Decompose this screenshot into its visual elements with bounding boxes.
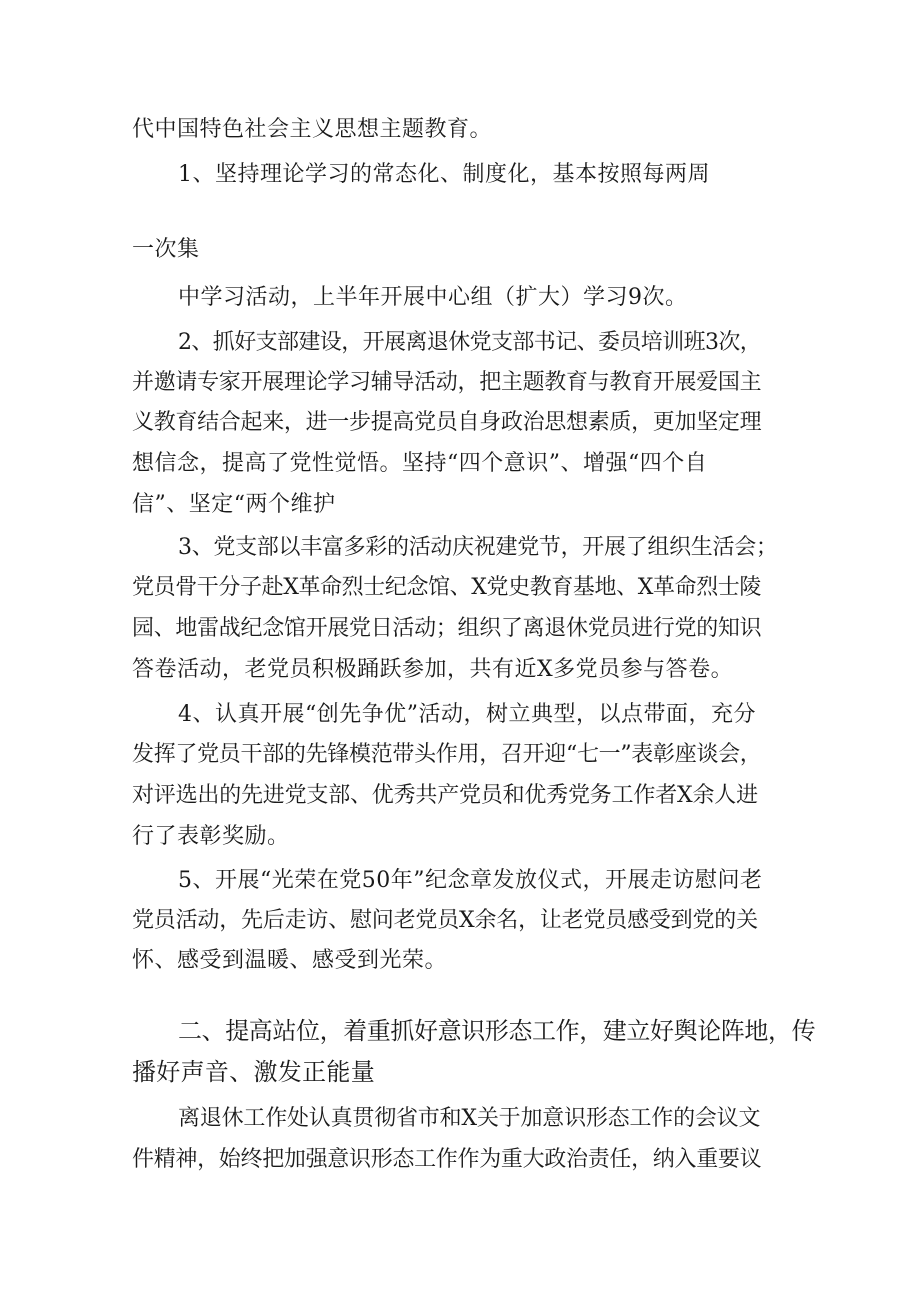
paragraph-line: 2、抓好支部建设，开展离退休党支部书记、委员培训班3次， [178, 330, 762, 355]
paragraph-line: 想信念，提高了党性觉悟。坚持“四个意识”、增强“四个自 [132, 451, 708, 476]
paragraph-line: 答卷活动，老党员积极踊跃参加，共有近X多党员参与答卷。 [132, 657, 734, 682]
paragraph-line: 代中国特色社会主义思想主题教育。 [132, 117, 493, 142]
paragraph-line: 1、坚持理论学习的常态化、制度化，基本按照每两周 [178, 162, 710, 187]
paragraph-line: 中学习活动，上半年开展中心组（扩大）学习9次。 [178, 285, 688, 310]
paragraph-line: 发挥了党员干部的先锋模范带头作用，召开迎“七一”表彰座谈会， [132, 742, 762, 767]
paragraph-line: 信”、坚定“两个维护 [132, 492, 336, 517]
paragraph-line: 4、认真开展“创先争优”活动，树立典型，以点带面，充分 [178, 702, 756, 727]
section-heading: 播好声音、激发正能量 [132, 1058, 375, 1086]
paragraph-line: 行了表彰奖励。 [132, 824, 290, 849]
paragraph-line: 5、开展“光荣在党50年”纪念章发放仪式，开展走访慰问老 [178, 868, 763, 893]
paragraph-line: 党员骨干分子赴X革命烈士纪念馆、X党史教育基地、X革命烈士陵 [132, 575, 761, 600]
paragraph-line: 怀、感受到温暖、感受到光荣。 [132, 948, 448, 973]
paragraph-line: 党员活动，先后走访、慰问老党员X余名，让老党员感受到党的关 [132, 908, 758, 933]
paragraph-line: 一次集 [132, 237, 200, 262]
section-heading: 二、提高站位，着重抓好意识形态工作，建立好舆论阵地，传 [178, 1017, 816, 1045]
paragraph-line: 义教育结合起来，进一步提高党员自身政治思想素质，更加坚定理 [132, 410, 762, 435]
paragraph-line: 件精神，始终把加强意识形态工作作为重大政治责任，纳入重要议 [132, 1147, 762, 1172]
paragraph-line: 离退休工作处认真贯彻省市和X关于加意识形态工作的会议文 [178, 1106, 761, 1131]
paragraph-line: 对评选出的先进党支部、优秀共产党员和优秀党务工作者X余人进 [132, 783, 758, 808]
paragraph-line: 园、地雷战纪念馆开展党日活动；组织了离退休党员进行党的知识 [132, 616, 762, 641]
paragraph-line: 3、党支部以丰富多彩的活动庆祝建党节，开展了组织生活会； [178, 535, 778, 560]
paragraph-line: 并邀请专家开展理论学习辅导活动，把主题教育与教育开展爱国主 [132, 370, 762, 395]
